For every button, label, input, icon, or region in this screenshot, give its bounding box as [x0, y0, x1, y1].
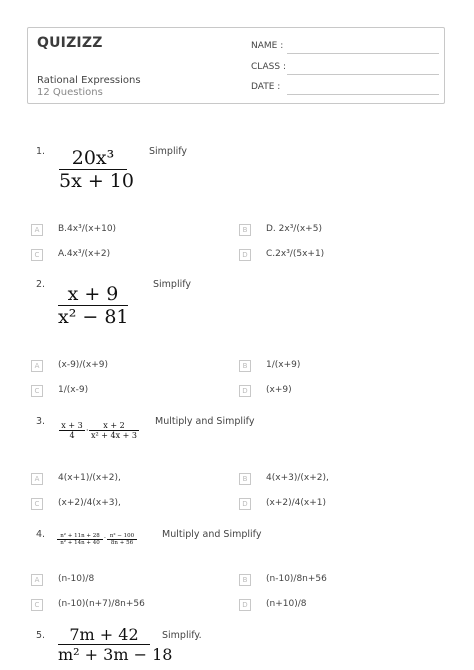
question-2-fraction	[58, 283, 128, 328]
class-line[interactable]	[287, 74, 439, 75]
name-line[interactable]	[287, 53, 439, 54]
numerator: x + 9	[67, 283, 119, 305]
question-instruction: Multiply and Simplify	[162, 529, 262, 540]
numerator: 7m + 42	[69, 625, 139, 644]
option-letter-box: C	[31, 599, 43, 611]
option-text: (x+2)/4(x+1)	[266, 498, 326, 508]
option-letter-box: B	[239, 473, 251, 485]
question-5-fraction	[58, 625, 173, 664]
option-text: (x+9)	[266, 385, 292, 395]
option-text: (x-9)/(x+9)	[58, 360, 108, 370]
denominator: m² + 3m − 18	[58, 645, 173, 664]
numerator: n² + 11n + 28	[60, 533, 100, 539]
option-text: 1/(x-9)	[58, 385, 89, 395]
question-4-fraction-a	[57, 533, 103, 546]
option-letter-box: A	[31, 224, 43, 236]
question-number: 3.	[36, 416, 46, 427]
denominator: x² − 81	[58, 306, 129, 328]
option-letter-box: B	[239, 574, 251, 586]
option-letter-box: C	[31, 385, 43, 397]
name-label: NAME :	[251, 41, 284, 51]
question-number: 1.	[36, 146, 46, 157]
option-letter-box: A	[31, 473, 43, 485]
question-number: 4.	[36, 529, 46, 540]
option-text: 4(x+3)/(x+2),	[266, 473, 329, 483]
option-letter-box: C	[31, 249, 43, 261]
multiply-operator: ·	[104, 535, 106, 542]
option-text: (n-10)(n+7)/8n+56	[58, 599, 145, 609]
option-letter-box: C	[31, 498, 43, 510]
option-text: 4(x+1)/(x+2),	[58, 473, 121, 483]
date-label: DATE :	[251, 82, 281, 92]
option-text: C.2x³/(5x+1)	[266, 249, 325, 259]
option-letter-box: D	[239, 498, 251, 510]
question-instruction: Simplify.	[162, 630, 202, 641]
question-instruction: Simplify	[149, 146, 188, 157]
option-text: A.4x³/(x+2)	[58, 249, 111, 259]
option-text: (n-10)/8	[58, 574, 95, 584]
option-text: (n+10)/8	[266, 599, 307, 609]
question-count: 12 Questions	[37, 87, 103, 98]
option-letter-box: B	[239, 224, 251, 236]
denominator: 5x + 10	[59, 170, 134, 192]
question-1-fraction	[59, 147, 134, 192]
denominator: 4	[69, 431, 75, 440]
quizizz-logo: QUIZIZZ	[37, 35, 103, 51]
numerator: n² − 100	[109, 533, 135, 539]
question-3-fraction-b	[89, 421, 139, 440]
numerator: 20x³	[71, 147, 115, 169]
worksheet-title: Rational Expressions	[37, 75, 141, 86]
question-number: 2.	[36, 279, 46, 290]
denominator: 8n + 56	[110, 540, 134, 546]
numerator: x + 3	[61, 421, 83, 430]
denominator: x² + 4x + 3	[91, 431, 137, 440]
question-instruction: Multiply and Simplify	[155, 416, 255, 427]
multiply-operator: ·	[86, 426, 89, 435]
question-instruction: Simplify	[153, 279, 192, 290]
option-letter-box: D	[239, 249, 251, 261]
option-letter-box: D	[239, 385, 251, 397]
option-letter-box: A	[31, 574, 43, 586]
option-text: B.4x³/(x+10)	[58, 224, 117, 234]
question-3-fraction-a	[59, 421, 85, 440]
worksheet-header	[27, 27, 445, 104]
option-text: 1/(x+9)	[266, 360, 301, 370]
option-letter-box: A	[31, 360, 43, 372]
denominator: n² + 14n + 40	[60, 540, 100, 546]
option-letter-box: D	[239, 599, 251, 611]
question-4-fraction-b	[107, 533, 137, 546]
numerator: x + 2	[103, 421, 125, 430]
option-text: (n-10)/8n+56	[266, 574, 327, 584]
question-number: 5.	[36, 630, 46, 641]
date-line[interactable]	[287, 94, 439, 95]
class-label: CLASS :	[251, 62, 286, 72]
option-text: (x+2)/4(x+3),	[58, 498, 121, 508]
option-text: D. 2x³/(x+5)	[266, 224, 322, 234]
option-letter-box: B	[239, 360, 251, 372]
